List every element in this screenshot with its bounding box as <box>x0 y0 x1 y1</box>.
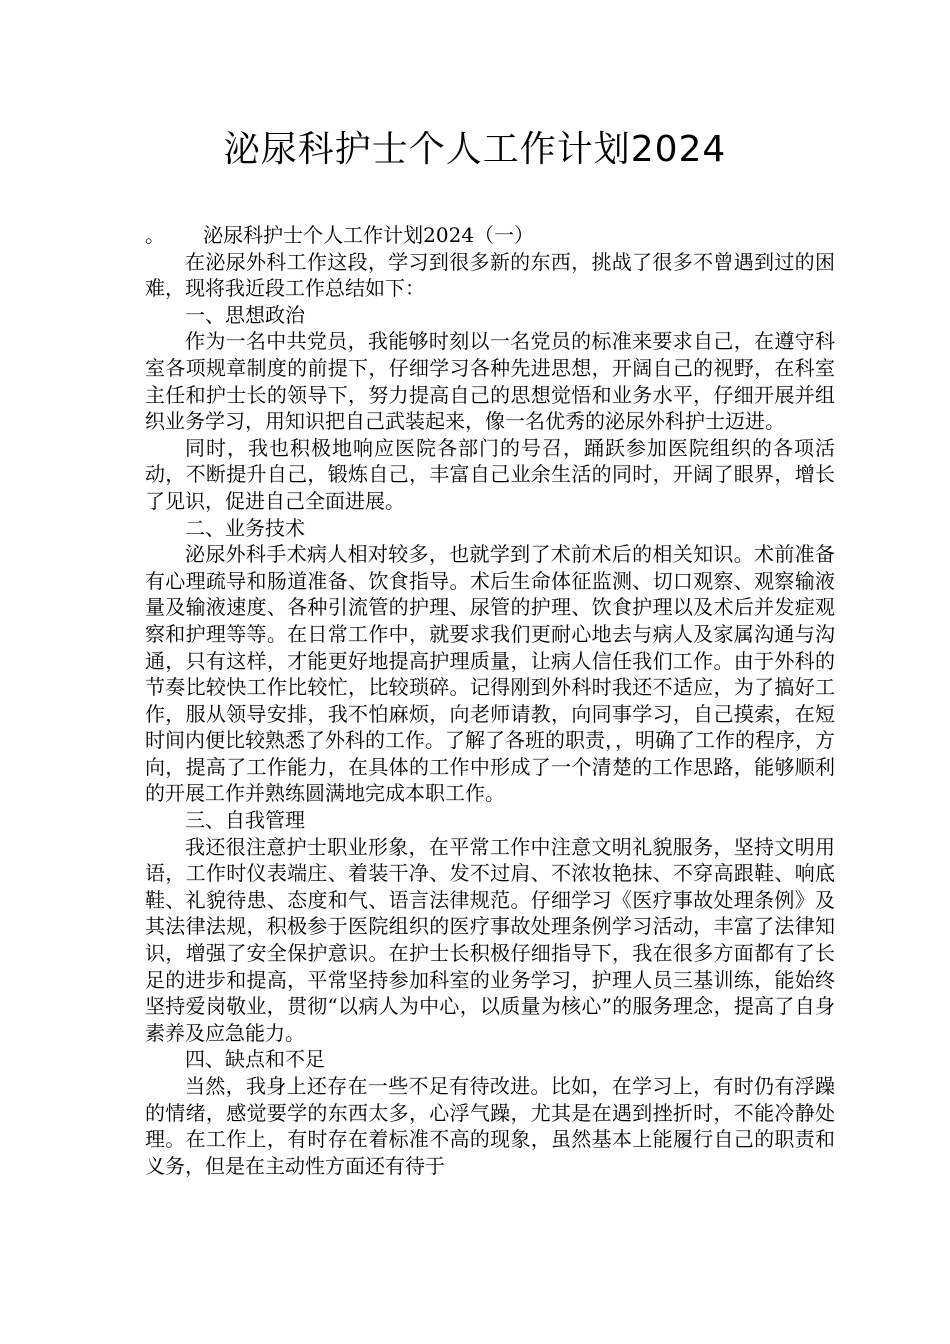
section-heading-shortcomings: 四、缺点和不足 <box>185 1047 325 1072</box>
intro-paragraph: 在泌尿外科工作这段，学习到很多新的东西，挑战了很多不曾遇到过的困难，现将我近段工作总结如下： <box>145 249 835 301</box>
politics-paragraph-2: 同时，我也积极地响应医院各部门的号召，踊跃参加医院组织的各项活动，不断提升自己，锻炼自己，丰富自己业余生活的同时，开阔了眼界，增长了见识，促进自己全面进展。 <box>145 435 835 513</box>
document-title: 泌尿科护士个人工作计划2024 <box>223 129 727 170</box>
self-management-paragraph: 我还很注意护士职业形象，在平常工作中注意文明礼貌服务，坚持文明用语，工作时仪表端庄、着装干净、发不过肩、不浓妆艳抹、不穿高跟鞋、响底鞋、礼貌待患、态度和气、语言法律规范。仔细学习《医疗事故处理条例》及其法律法规，积极参于医院组织的医疗事故处理条例学习活动，丰富了法律知识，增强了安全保护意识。在护士长积极仔细指导下，我在很多方面都有了长足的进步和提高，平常坚持参加科室的业务学习，护理人员三基训练，能始终坚持爱岗敬业，贯彻“以病人为中心，以质量为核心”的服务理念，提高了自身素养及应急能力。 <box>145 834 835 1045</box>
shortcomings-paragraph: 当然，我身上还存在一些不足有待改进。比如，在学习上，有时仍有浮躁的情绪，感觉要学的东西太多，心浮气躁，尤其是在遇到挫折时，不能冷静处理。在工作上，有时存在着标准不高的现象，虽然基本上能履行自己的职责和义务，但是在主动性方面还有待于 <box>145 1074 835 1178</box>
document-body <box>145 222 835 1179</box>
section-subtitle: 。 泌尿科护士个人工作计划2024（一） <box>145 223 535 247</box>
section-heading-skills: 二、业务技术 <box>185 515 305 540</box>
section-heading-politics: 一、思想政治 <box>185 302 305 327</box>
politics-paragraph-1: 作为一名中共党员，我能够时刻以一名党员的标准来要求自己，在遵守科室各项规章制度的前提下，仔细学习各种先进思想，开阔自己的视野，在科室主任和护士长的领导下，努力提高自己的思想觉悟和业务水平，仔细开展并组织业务学习，用知识把自己武装起来，像一名优秀的泌尿外科护士迈进。 <box>145 329 835 434</box>
section-heading-self-management: 三、自我管理 <box>185 808 305 833</box>
skills-paragraph: 泌尿外科手术病人相对较多，也就学到了术前术后的相关知识。术前准备有心理疏导和肠道准备、饮食指导。术后生命体征监测、切口观察、观察输液量及输液速度、各种引流管的护理、尿管的护理、饮食护理以及术后并发症观察和护理等等。在日常工作中，就要求我们更耐心地去与病人及家属沟通与沟通，只有这样，才能更好地提高护理质量，让病人信任我们工作。由于外科的节奏比较快工作比较忙，比较琐碎。记得刚到外科时我还不适应，为了搞好工作，服从领导安排，我不怕麻烦，向老师请教，向同事学习，自己摸索，在短时间内便比较熟悉了外科的工作。了解了各班的职责，，明确了工作的程序，方向，提高了工作能力，在具体的工作中形成了一个清楚的工作思路，能够顺利的开展工作并熟练圆满地完成本职工作。 <box>145 542 835 806</box>
